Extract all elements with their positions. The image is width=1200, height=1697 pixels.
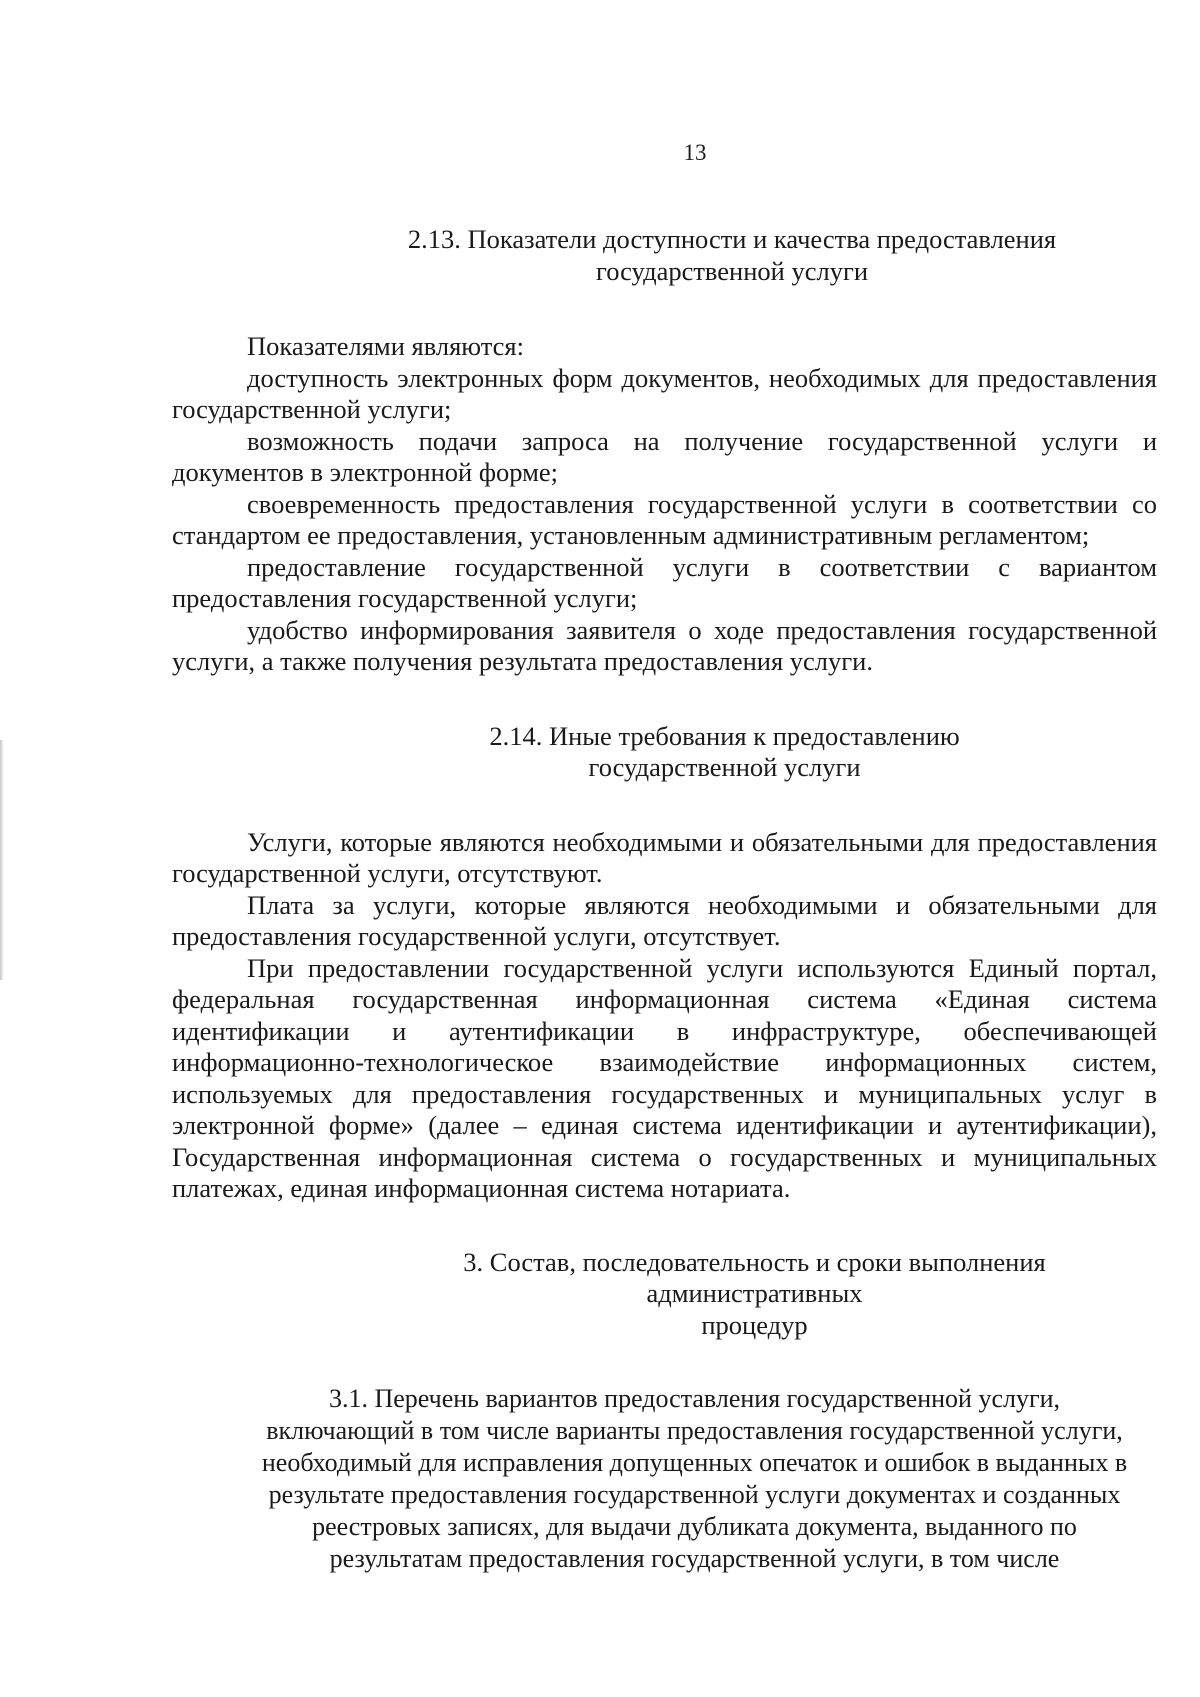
heading-line: реестровых записях, для выдачи дубликата документа, выданного по <box>312 1512 1077 1541</box>
heading-line: включающий в том числе варианты предоставления государственной услуги, <box>266 1416 1123 1445</box>
paragraph: доступность электронных форм документов, необходимых для предоставления государственной услуги; <box>172 362 1157 424</box>
section-3-1-heading <box>172 1383 1157 1575</box>
heading-line: 3.1. Перечень вариантов предоставления государственной услуги, <box>328 1384 1061 1413</box>
paragraph: Показателями являются: <box>247 331 524 361</box>
paragraph: Плата за услуги, которые являются необходимыми и обязательными для предоставления государственной услуги, отсутствует. <box>172 889 1157 951</box>
paragraph: возможность подачи запроса на получение государственной услуги и документов в электронной форме; <box>172 425 1157 487</box>
section-2-14-body <box>172 827 1157 1205</box>
heading-line: государственной услуги <box>588 752 861 782</box>
paragraph: удобство информирования заявителя о ходе предоставления государственной услуги, а также получения результата предоставления услуги. <box>172 614 1157 676</box>
section-2-13-body <box>172 331 1157 678</box>
heading-line: результате предоставления государственной услуги документах и созданных <box>268 1480 1121 1509</box>
heading-line: процедур <box>701 1309 808 1340</box>
heading-line: государственной услуги <box>595 255 869 286</box>
heading-line: 2.14. Иные требования к предоставлению <box>489 720 960 751</box>
section-3-heading <box>172 1247 1157 1342</box>
heading-line: результатам предоставления государственной услуги, в том числе <box>329 1544 1060 1573</box>
paragraph: При предоставлении государственной услуги используются Единый портал, федеральная государственная информационная система «Единая система идентификации и аутентификации в инфраструктуре, обеспечивающей информационно-технологическое взаимодействие информационных систем, используемых для предоставления государственных и муниципальных услуг в электронной форме» (далее – единая система идентификации и аутентификации), Государственная информационная система о государственных и муниципальных платежах, единая информационная система нотариата. <box>172 952 1157 1203</box>
paragraph: своевременность предоставления государственной услуги в соответствии со стандартом ее предоставления, установленным административным регламентом; <box>172 488 1157 550</box>
section-2-13-heading <box>172 224 1157 287</box>
heading-line: необходимый для исправления допущенных опечаток и ошибок в выданных в <box>261 1448 1128 1477</box>
paragraph: Услуги, которые являются необходимыми и обязательными для предоставления государственной услуги, отсутствуют. <box>172 826 1157 888</box>
heading-line: 3. Состав, последовательность и сроки выполнения административных <box>463 1246 1046 1308</box>
heading-line: 2.13. Показатели доступности и качества предоставления <box>407 224 1057 254</box>
page-number: 13 <box>683 140 707 165</box>
paragraph: предоставление государственной услуги в соответствии с вариантом предоставления государственной услуги; <box>172 551 1157 613</box>
section-2-14-heading <box>172 721 1157 784</box>
document-body <box>172 224 1157 1575</box>
scan-edge-shadow <box>0 740 4 980</box>
